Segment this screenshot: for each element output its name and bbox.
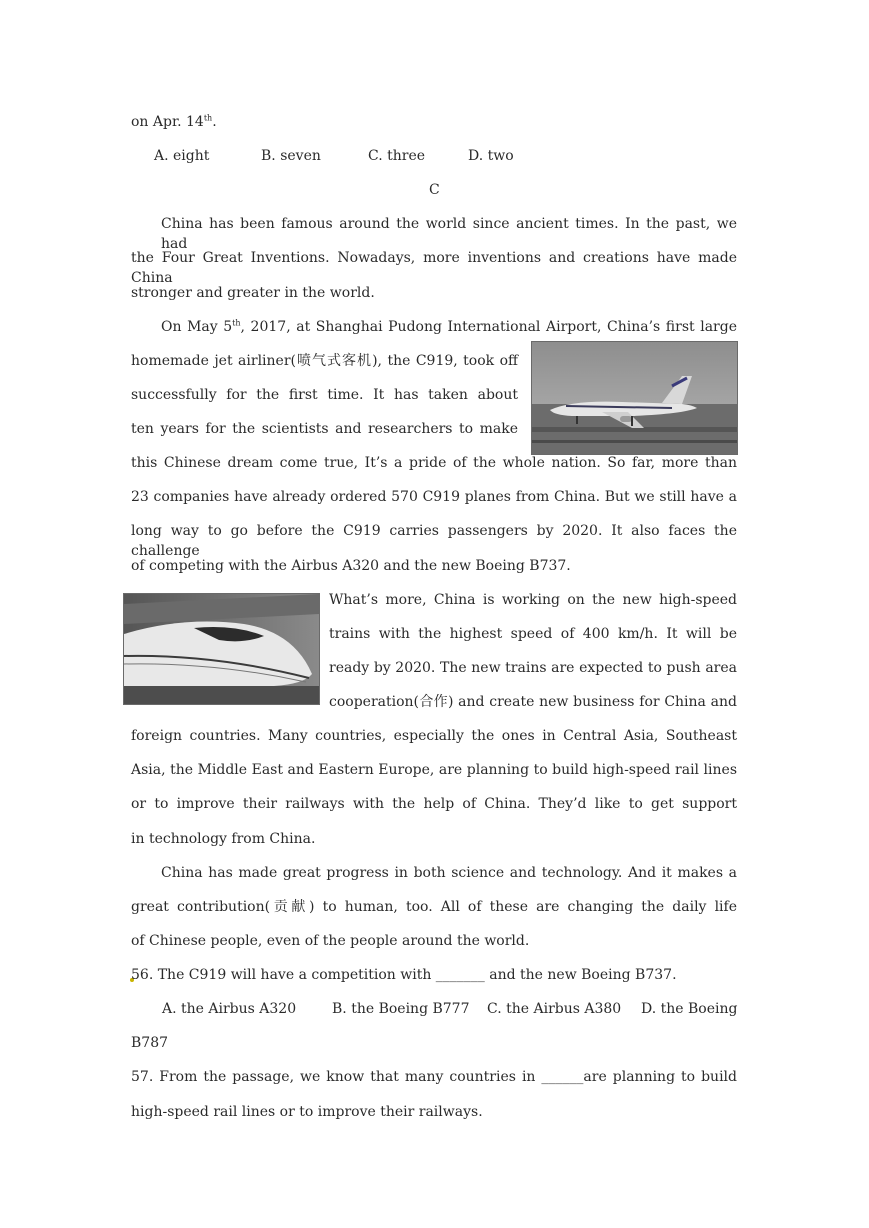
para2-line: ten years for the scientists and researchers to make [131,421,518,437]
para2-line: long way to go before the C919 carries passengers by 2020. It also faces the challenge [131,523,737,559]
para3-line: Asia, the Middle East and Eastern Europe, are planning to build high-speed rail lines [131,762,737,778]
para1-line: the Four Great Inventions. Nowadays, more inventions and creations have made China [131,250,737,286]
q56-option-c[interactable]: C. the Airbus A380 [487,1001,622,1017]
para3-line: foreign countries. Many countries, especially the ones in Central Asia, Southeast [131,728,737,744]
para3-line: ready by 2020. The new trains are expected to push area [329,660,737,676]
para2-line: of competing with the Airbus A320 and the new Boeing B737. [131,558,571,574]
q56-option-a[interactable]: A. the Airbus A320 [162,1001,297,1017]
prev-option-b[interactable]: B. seven [261,148,321,164]
para4-line: great contribution(贡献) to human, too. All of these are changing the daily life [131,899,737,915]
para2-line: successfully for the first time. It has taken about [131,387,518,403]
para3-line: What’s more, China is working on the new high-speed [329,592,737,608]
q56-option-d[interactable]: D. the Boeing [641,1001,738,1017]
high-speed-train-photo [123,593,320,705]
prev-option-a[interactable]: A. eight [154,148,210,164]
para2-line: homemade jet airliner(喷气式客机), the C919, took off [131,353,518,369]
q56-option-d-wrap: B787 [131,1035,169,1051]
q57-stem: 57. From the passage, we know that many countries in ______are planning to build [131,1069,737,1085]
para3-line: or to improve their railways with the help of China. They’d like to get support [131,796,737,812]
para3-line: cooperation(合作) and create new business for China and [329,694,737,710]
train-image [124,594,319,704]
c919-airplane-photo [531,341,738,455]
section-heading: C [429,182,440,198]
para1-line: China has been famous around the world since ancient times. In the past, we had [161,216,737,252]
prev-option-c[interactable]: C. three [368,148,426,164]
para4-line: of Chinese people, even of the people around the world. [131,933,530,949]
para4-line: China has made great progress in both science and technology. And it makes a [161,865,737,881]
prev-question-line: on Apr. 14th. [131,113,217,130]
para2-line: this Chinese dream come true, It’s a pride of the whole nation. So far, more than [131,455,737,471]
para2-line: 23 companies have already ordered 570 C919 planes from China. But we still have a [131,489,737,505]
para2-line: On May 5th, 2017, at Shanghai Pudong International Airport, China’s first large [161,318,737,335]
q57-stem-cont: high-speed rail lines or to improve their railways. [131,1104,483,1120]
para3-line: trains with the highest speed of 400 km/h. It will be [329,626,737,642]
q56-stem: 56. The C919 will have a competition with _______ and the new Boeing B737. [131,967,677,983]
prev-option-d[interactable]: D. two [468,148,514,164]
para3-line: in technology from China. [131,831,316,847]
q56-option-b[interactable]: B. the Boeing B777 [332,1001,470,1017]
airplane-image [532,342,737,454]
para1-line: stronger and greater in the world. [131,285,375,301]
